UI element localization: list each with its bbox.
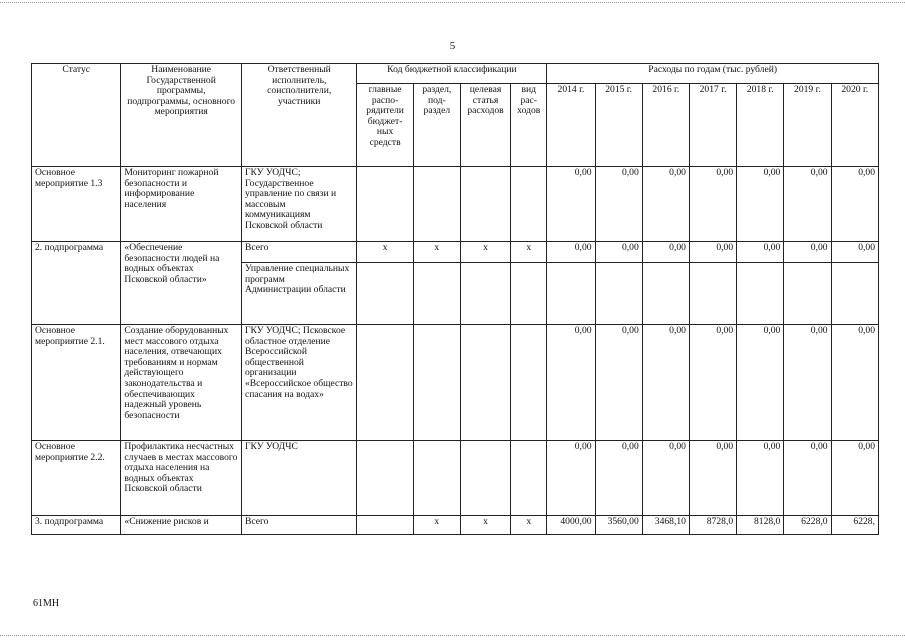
- header-budget-code: Код бюджетной классификации: [357, 64, 547, 84]
- row-code-article: [460, 325, 510, 441]
- scan-bottom-edge: [0, 635, 905, 636]
- row-code-chief: [357, 441, 413, 516]
- row-executor: ГКУ УОДЧС: [241, 441, 357, 516]
- table-row: [32, 516, 879, 535]
- row-value-2017: 0,00: [689, 167, 736, 242]
- row-code-article: [460, 263, 510, 325]
- row-value-2014: 4000,00: [547, 516, 595, 535]
- table-row: [32, 325, 879, 441]
- row-status: Основное мероприятие 2.2.: [32, 441, 121, 516]
- row-value-2018: 0,00: [737, 167, 784, 242]
- header-section: раздел, под-раздел: [413, 84, 460, 167]
- header-year-2016: 2016 г.: [642, 84, 689, 167]
- row-value-2020: 6228,: [831, 516, 878, 535]
- row-name: Создание оборудованных мест массового отдыха населения, отвечающих требованиям и нормам действующего законодательства и обеспечивающих надежный уровень безопасности: [121, 325, 242, 441]
- header-year-2017: 2017 г.: [689, 84, 736, 167]
- row-value-2015: 0,00: [595, 167, 642, 242]
- row-code-chief: [357, 516, 413, 535]
- row-status: 2. подпрограмма: [32, 242, 121, 325]
- row-status: Основное мероприятие 2.1.: [32, 325, 121, 441]
- row-code-chief: [357, 263, 413, 325]
- row-executor: Всего: [241, 242, 357, 263]
- document-code: 61МН: [33, 598, 60, 609]
- row-value-2020: 0,00: [831, 325, 878, 441]
- table-header-row: [32, 64, 879, 84]
- row-executor: ГКУ УОДЧС; Государственное управление по связи и массовым коммуникациям Псковской области: [241, 167, 357, 242]
- row-value-2016: 3468,10: [642, 516, 689, 535]
- row-value-2020: 0,00: [831, 441, 878, 516]
- row-value-2014: 0,00: [547, 325, 595, 441]
- row-value-2016: 0,00: [642, 167, 689, 242]
- row-code-chief: х: [357, 242, 413, 263]
- table-row: [32, 242, 879, 263]
- row-code-section: [413, 167, 460, 242]
- row-executor: ГКУ УОДЧС; Псковское областное отделение Всероссийской общественной организации «Всероссийское общество спасания на водах»: [241, 325, 357, 441]
- table-row: [32, 441, 879, 516]
- row-name: Мониторинг пожарной безопасности и информирование населения: [121, 167, 242, 242]
- header-status: Статус: [32, 64, 121, 167]
- row-value-2015: 0,00: [595, 242, 642, 263]
- row-code-chief: [357, 325, 413, 441]
- row-value-2014: 0,00: [547, 441, 595, 516]
- row-code-article: [460, 441, 510, 516]
- scan-top-edge: [0, 2, 905, 3]
- row-code-type: х: [511, 516, 547, 535]
- page-number: 5: [449, 40, 456, 52]
- row-code-article: х: [460, 516, 510, 535]
- row-value-2020: [831, 263, 878, 325]
- row-value-2017: 0,00: [689, 441, 736, 516]
- header-chief-manager: главные распо-рядители бюджет-ных средств: [357, 84, 413, 167]
- header-year-2015: 2015 г.: [595, 84, 642, 167]
- row-value-2017: 8728,0: [689, 516, 736, 535]
- row-name: Профилактика несчастных случаев в местах массового отдыха населения на водных объектах Псковской области: [121, 441, 242, 516]
- row-code-type: х: [511, 242, 547, 263]
- row-value-2014: 0,00: [547, 167, 595, 242]
- row-value-2015: 0,00: [595, 441, 642, 516]
- budget-table: [31, 63, 879, 535]
- row-value-2017: [689, 263, 736, 325]
- header-year-2014: 2014 г.: [547, 84, 595, 167]
- table-row: [32, 167, 879, 242]
- row-value-2016: 0,00: [642, 325, 689, 441]
- header-expenses: Расходы по годам (тыс. рублей): [547, 64, 879, 84]
- row-value-2018: 8128,0: [737, 516, 784, 535]
- row-name: «Обеспечение безопасности людей на водных объектах Псковской области»: [121, 242, 242, 325]
- row-value-2015: 0,00: [595, 325, 642, 441]
- row-value-2016: 0,00: [642, 242, 689, 263]
- row-code-chief: [357, 167, 413, 242]
- row-value-2019: 0,00: [784, 441, 831, 516]
- header-target-article: целевая статья расходов: [460, 84, 510, 167]
- row-value-2018: 0,00: [737, 242, 784, 263]
- header-year-2019: 2019 г.: [784, 84, 831, 167]
- row-name: «Снижение рисков и: [121, 516, 242, 535]
- row-value-2018: 0,00: [737, 325, 784, 441]
- header-year-2018: 2018 г.: [737, 84, 784, 167]
- row-code-type: [511, 167, 547, 242]
- row-code-section: х: [413, 242, 460, 263]
- row-value-2019: 0,00: [784, 167, 831, 242]
- header-name: Наименование Государственной программы, подпрограммы, основного мероприятия: [121, 64, 242, 167]
- row-value-2016: [642, 263, 689, 325]
- header-expense-type: вид рас-ходов: [511, 84, 547, 167]
- row-code-type: [511, 263, 547, 325]
- row-value-2019: 0,00: [784, 242, 831, 263]
- row-code-section: х: [413, 516, 460, 535]
- row-value-2019: 6228,0: [784, 516, 831, 535]
- header-executor: Ответственный исполнитель, соисполнители, участники: [241, 64, 357, 167]
- row-code-type: [511, 325, 547, 441]
- row-status: 3. подпрограмма: [32, 516, 121, 535]
- row-value-2014: 0,00: [547, 242, 595, 263]
- row-code-article: х: [460, 242, 510, 263]
- row-executor: Управление специальных программ Администрации области: [241, 263, 357, 325]
- row-status: Основное мероприятие 1.3: [32, 167, 121, 242]
- row-code-section: [413, 263, 460, 325]
- row-value-2019: 0,00: [784, 325, 831, 441]
- row-value-2018: 0,00: [737, 441, 784, 516]
- row-value-2020: 0,00: [831, 242, 878, 263]
- row-code-section: [413, 441, 460, 516]
- row-value-2016: 0,00: [642, 441, 689, 516]
- row-value-2014: [547, 263, 595, 325]
- row-value-2017: 0,00: [689, 242, 736, 263]
- row-value-2017: 0,00: [689, 325, 736, 441]
- row-value-2015: 3560,00: [595, 516, 642, 535]
- row-value-2015: [595, 263, 642, 325]
- row-executor: Всего: [241, 516, 357, 535]
- row-value-2019: [784, 263, 831, 325]
- header-year-2020: 2020 г.: [831, 84, 878, 167]
- row-code-type: [511, 441, 547, 516]
- row-code-article: [460, 167, 510, 242]
- row-value-2020: 0,00: [831, 167, 878, 242]
- row-code-section: [413, 325, 460, 441]
- row-value-2018: [737, 263, 784, 325]
